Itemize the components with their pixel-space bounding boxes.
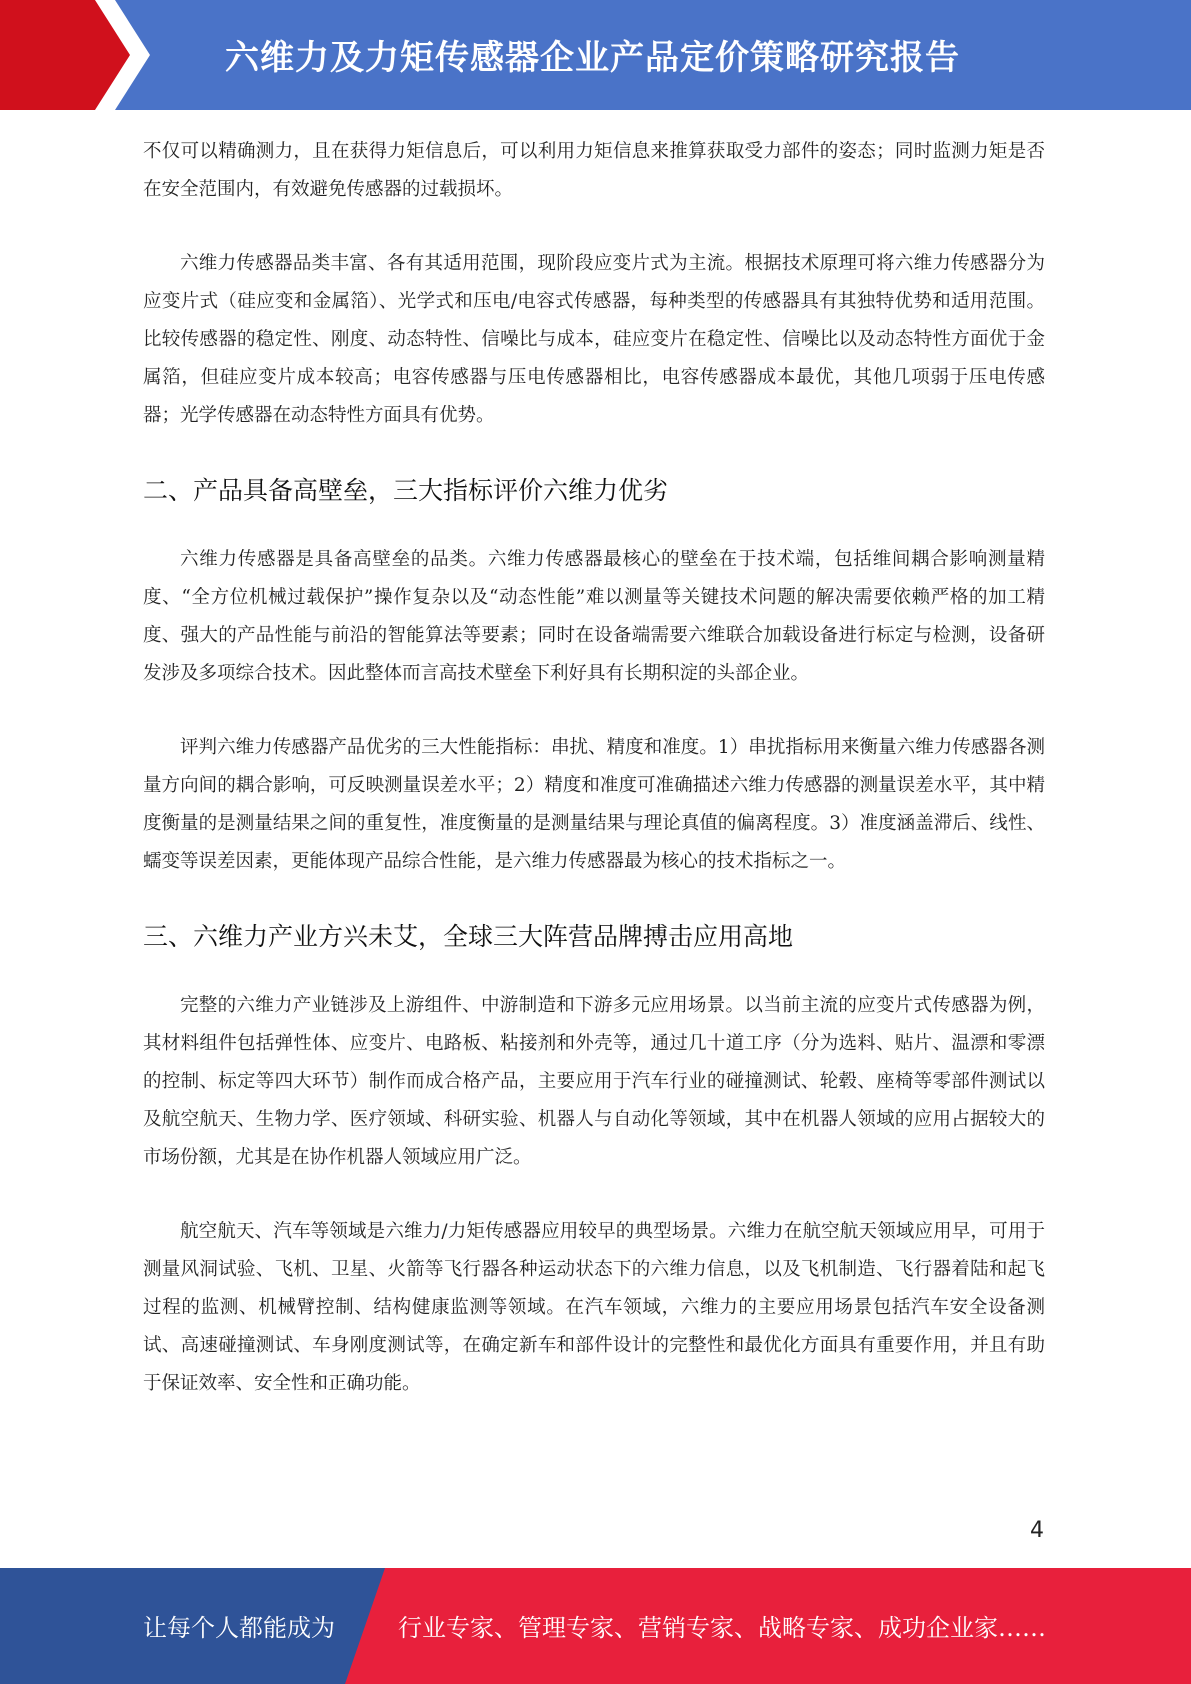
paragraph-applications: 航空航天、汽车等领域是六维力/力矩传感器应用较早的典型场景。六维力在航空航天领域应用早，可用于测量风洞试验、飞机、卫星、火箭等飞行器各种运动状态下的六维力信息，以及飞机制造、飞行器着陆和起飞过程的监测、机械臂控制、结构健康监测等领域。在汽车领域，六维力的主要应用场景包括汽车安全设备测试、高速碰撞测试、车身刚度测试等，在确定新车和部件设计的完整性和最优化方面具有重要作用，并且有助于保证效率、安全性和正确功能。 (143, 1221, 1045, 1394)
document-title: 六维力及力矩传感器企业产品定价策略研究报告 (225, 38, 960, 78)
header-banner (0, 0, 1191, 110)
footer-slogan-right: 行业专家、管理专家、营销专家、战略专家、成功企业家…… (398, 1614, 1046, 1642)
page-number: 4 (1030, 1518, 1044, 1543)
main-content (143, 133, 1045, 1439)
footer-banner (0, 1568, 1191, 1684)
footer-slogan-left: 让每个人都能成为 (143, 1614, 335, 1642)
header-red-arrow (0, 0, 150, 110)
paragraph-industry-chain: 完整的六维力产业链涉及上游组件、中游制造和下游多元应用场景。以当前主流的应变片式传感器为例，其材料组件包括弹性体、应变片、电路板、粘接剂和外壳等，通过几十道工序（分为选料、贴片、温漂和零漂的控制、标定等四大环节）制作而成合格产品，主要应用于汽车行业的碰撞测试、轮毂、座椅等零部件测试以及航空航天、生物力学、医疗领域、科研实验、机器人与自动化等领域，其中在机器人领域的应用占据较大的市场份额，尤其是在协作机器人领域应用广泛。 (143, 995, 1045, 1168)
section-heading-3: 三、六维力产业方兴未艾，全球三大阵营品牌搏击应用高地 (143, 922, 794, 951)
section-heading-2: 二、产品具备高壁垒，三大指标评价六维力优劣 (143, 476, 669, 505)
paragraph-barriers: 六维力传感器是具备高壁垒的品类。六维力传感器最核心的壁垒在于技术端，包括维间耦合影响测量精度、“全方位机械过载保护”操作复杂以及“动态性能”难以测量等关键技术问题的解决需要依赖严格的加工精度、强大的产品性能与前沿的智能算法等要素；同时在设备端需要六维联合加载设备进行标定与检测，设备研发涉及多项综合技术。因此整体而言高技术壁垒下利好具有长期积淀的头部企业。 (143, 549, 1045, 684)
paragraph-sensor-types: 六维力传感器品类丰富、各有其适用范围，现阶段应变片式为主流。根据技术原理可将六维力传感器分为应变片式（硅应变和金属箔）、光学式和压电/电容式传感器，每种类型的传感器具有其独特优势和适用范围。比较传感器的稳定性、刚度、动态特性、信噪比与成本，硅应变片在稳定性、信噪比以及动态特性方面优于金属箔，但硅应变片成本较高；电容传感器与压电传感器相比，电容传感器成本最优，其他几项弱于压电传感器；光学传感器在动态特性方面具有优势。 (143, 253, 1045, 426)
paragraph-indicators: 评判六维力传感器产品优劣的三大性能指标：串扰、精度和准度。1）串扰指标用来衡量六维力传感器各测量方向间的耦合影响，可反映测量误差水平；2）精度和准度可准确描述六维力传感器的测量误差水平，其中精度衡量的是测量结果之间的重复性，准度衡量的是测量结果与理论真值的偏离程度。3）准度涵盖滞后、线性、蠕变等误差因素，更能体现产品综合性能，是六维力传感器最为核心的技术指标之一。 (143, 737, 1045, 872)
paragraph-continuation: 不仅可以精确测力，且在获得力矩信息后，可以利用力矩信息来推算获取受力部件的姿态；同时监测力矩是否在安全范围内，有效避免传感器的过载损坏。 (143, 141, 1045, 200)
